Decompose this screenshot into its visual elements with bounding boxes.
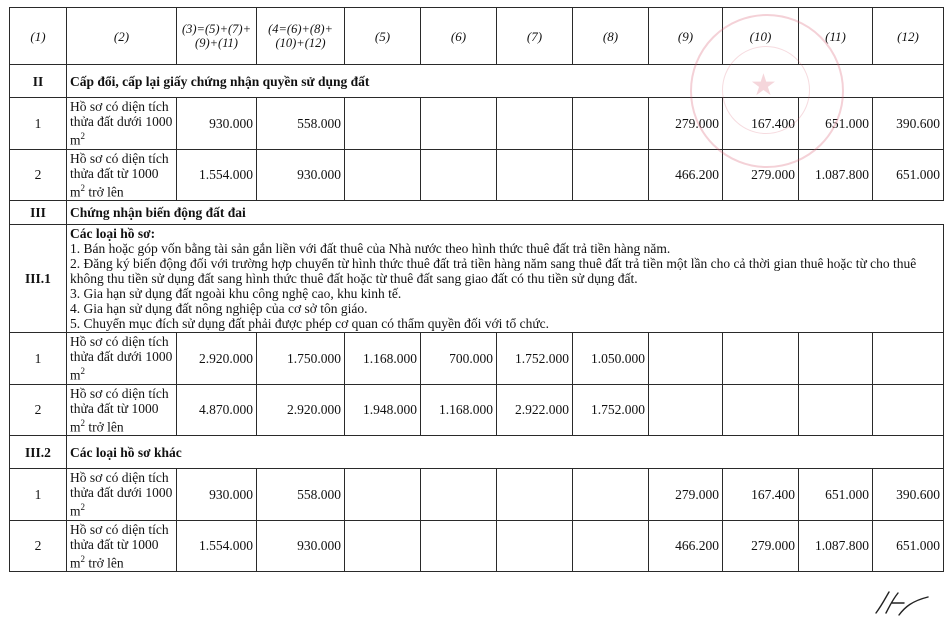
section-number: III	[10, 201, 67, 225]
fee-cell-c12: 651.000	[873, 520, 944, 572]
fee-cell-c9	[649, 384, 723, 436]
row-description: Hồ sơ có diện tích thửa đất từ 1000 $m^2$ trở lên	[67, 149, 177, 201]
fee-cell-c6: 1.168.000	[421, 384, 497, 436]
row-number: 2	[10, 384, 67, 436]
fee-cell-c11: 1.087.800	[799, 149, 873, 201]
fee-cell-c10: 279.000	[723, 149, 799, 201]
fee-cell-c5	[345, 98, 421, 150]
header-cell: (2)	[67, 8, 177, 65]
fee-cell-c5	[345, 520, 421, 572]
signature-initials	[872, 589, 932, 617]
header-cell: (3)=(5)+(7)+(9)+(11)	[177, 8, 257, 65]
fee-cell-c8: 1.050.000	[573, 333, 649, 385]
fee-cell-c8	[573, 469, 649, 521]
section-row	[10, 65, 944, 98]
fee-cell-c10: 167.400	[723, 98, 799, 150]
fee-cell-c5	[345, 469, 421, 521]
fee-cell-c11: 651.000	[799, 469, 873, 521]
fee-cell-c7	[497, 520, 573, 572]
header-cell: (9)	[649, 8, 723, 65]
header-cell: (10)	[723, 8, 799, 65]
fee-cell-c4: 930.000	[257, 520, 345, 572]
fee-cell-c3: 1.554.000	[177, 520, 257, 572]
record-type-item: 3. Gia hạn sử dụng đất ngoài khu công nghệ cao, khu kinh tế.	[70, 286, 402, 301]
fee-cell-c5: 1.948.000	[345, 384, 421, 436]
row-number: 1	[10, 333, 67, 385]
fee-cell-c10	[723, 384, 799, 436]
header-row	[10, 8, 944, 65]
row-description: Hồ sơ có diện tích thửa đất dưới 1000 $m^2$	[67, 98, 177, 150]
row-description: Hồ sơ có diện tích thửa đất dưới 1000 $m^2$	[67, 333, 177, 385]
section-title: Cấp đổi, cấp lại giấy chứng nhận quyền sử dụng đất	[67, 65, 944, 98]
header-cell: (11)	[799, 8, 873, 65]
fee-cell-c12: 651.000	[873, 149, 944, 201]
table-row	[10, 384, 944, 436]
fee-cell-c6: 700.000	[421, 333, 497, 385]
fee-cell-c4: 558.000	[257, 469, 345, 521]
row-number: 2	[10, 149, 67, 201]
record-type-item: 5. Chuyển mục đích sử dụng đất phải được phép cơ quan có thẩm quyền đối với tổ chức.	[70, 316, 550, 331]
table-row	[10, 149, 944, 201]
fee-cell-c4: 2.920.000	[257, 384, 345, 436]
table-row	[10, 98, 944, 150]
fee-cell-c3: 930.000	[177, 98, 257, 150]
fee-cell-c8: 1.752.000	[573, 384, 649, 436]
fee-cell-c7: 2.922.000	[497, 384, 573, 436]
fee-table	[9, 7, 944, 572]
empty-cell	[873, 201, 944, 225]
fee-cell-c8	[573, 520, 649, 572]
fee-cell-c3: 930.000	[177, 469, 257, 521]
section-row	[10, 436, 944, 469]
fee-cell-c3: 2.920.000	[177, 333, 257, 385]
header-cell: (12)	[873, 8, 944, 65]
fee-cell-c9	[649, 333, 723, 385]
table-row	[10, 469, 944, 521]
fee-cell-c8	[573, 149, 649, 201]
fee-cell-c12: 390.600	[873, 469, 944, 521]
header-cell: (5)	[345, 8, 421, 65]
fee-cell-c7	[497, 469, 573, 521]
fee-cell-c5	[345, 149, 421, 201]
record-type-item: 1. Bán hoặc góp vốn bằng tài sản gắn liền với đất thuê của Nhà nước theo hình thức thuê đất trả tiền hàng năm.	[70, 241, 671, 256]
fee-cell-c11: 1.087.800	[799, 520, 873, 572]
fee-cell-c12: 390.600	[873, 98, 944, 150]
fee-cell-c6	[421, 149, 497, 201]
row-description: Hồ sơ có diện tích thửa đất dưới 1000 $m^2$	[67, 469, 177, 521]
fee-cell-c10: 279.000	[723, 520, 799, 572]
fee-cell-c7	[497, 149, 573, 201]
record-types-heading: Các loại hồ sơ:	[70, 226, 156, 241]
row-description: Hồ sơ có diện tích thửa đất từ 1000 $m^2$ trở lên	[67, 384, 177, 436]
fee-cell-c9: 466.200	[649, 149, 723, 201]
header-cell: (6)	[421, 8, 497, 65]
section-title: Chứng nhận biến động đất đai	[67, 201, 873, 225]
fee-cell-c7: 1.752.000	[497, 333, 573, 385]
fee-cell-c7	[497, 98, 573, 150]
section-title: Các loại hồ sơ khác	[67, 436, 944, 469]
fee-cell-c4: 1.750.000	[257, 333, 345, 385]
header-cell: (1)	[10, 8, 67, 65]
header-cell: (4=(6)+(8)+(10)+(12)	[257, 8, 345, 65]
fee-cell-c4: 930.000	[257, 149, 345, 201]
record-type-item: 2. Đăng ký biến động đối với trường hợp chuyển từ hình thức thuê đất trả tiền hàng năm sang thuê đất trả tiền một lần cho cả thời gian thuê hoặc từ cho thuê không thu tiền sử dụng đất sang hình thức thuê đất hoặc từ thuê đất sang giao đất có thu tiền sử dụng đất.	[70, 256, 917, 286]
fee-cell-c11: 651.000	[799, 98, 873, 150]
section-number: III.2	[10, 436, 67, 469]
fee-cell-c9: 279.000	[649, 98, 723, 150]
fee-cell-c9: 466.200	[649, 520, 723, 572]
section-number: II	[10, 65, 67, 98]
fee-cell-c10: 167.400	[723, 469, 799, 521]
fee-cell-c10	[723, 333, 799, 385]
fee-cell-c8	[573, 98, 649, 150]
fee-cell-c6	[421, 469, 497, 521]
row-number: 2	[10, 520, 67, 572]
fee-cell-c11	[799, 384, 873, 436]
fee-cell-c3: 1.554.000	[177, 149, 257, 201]
section-row	[10, 201, 944, 225]
row-description: Hồ sơ có diện tích thửa đất từ 1000 $m^2$ trở lên	[67, 520, 177, 572]
header-cell: (8)	[573, 8, 649, 65]
fee-cell-c6	[421, 98, 497, 150]
row-number: 1	[10, 98, 67, 150]
fee-cell-c3: 4.870.000	[177, 384, 257, 436]
section-row	[10, 225, 944, 333]
section-number: III.1	[10, 225, 67, 333]
fee-cell-c6	[421, 520, 497, 572]
record-types-note	[67, 225, 944, 333]
table-row	[10, 520, 944, 572]
fee-cell-c9: 279.000	[649, 469, 723, 521]
fee-cell-c12	[873, 333, 944, 385]
fee-cell-c4: 558.000	[257, 98, 345, 150]
fee-cell-c12	[873, 384, 944, 436]
fee-cell-c5: 1.168.000	[345, 333, 421, 385]
fee-cell-c11	[799, 333, 873, 385]
seal-star-icon: ★	[750, 69, 777, 102]
header-cell: (7)	[497, 8, 573, 65]
row-number: 1	[10, 469, 67, 521]
table-row	[10, 333, 944, 385]
record-type-item: 4. Gia hạn sử dụng đất nông nghiệp của cơ sở tôn giáo.	[70, 301, 368, 316]
